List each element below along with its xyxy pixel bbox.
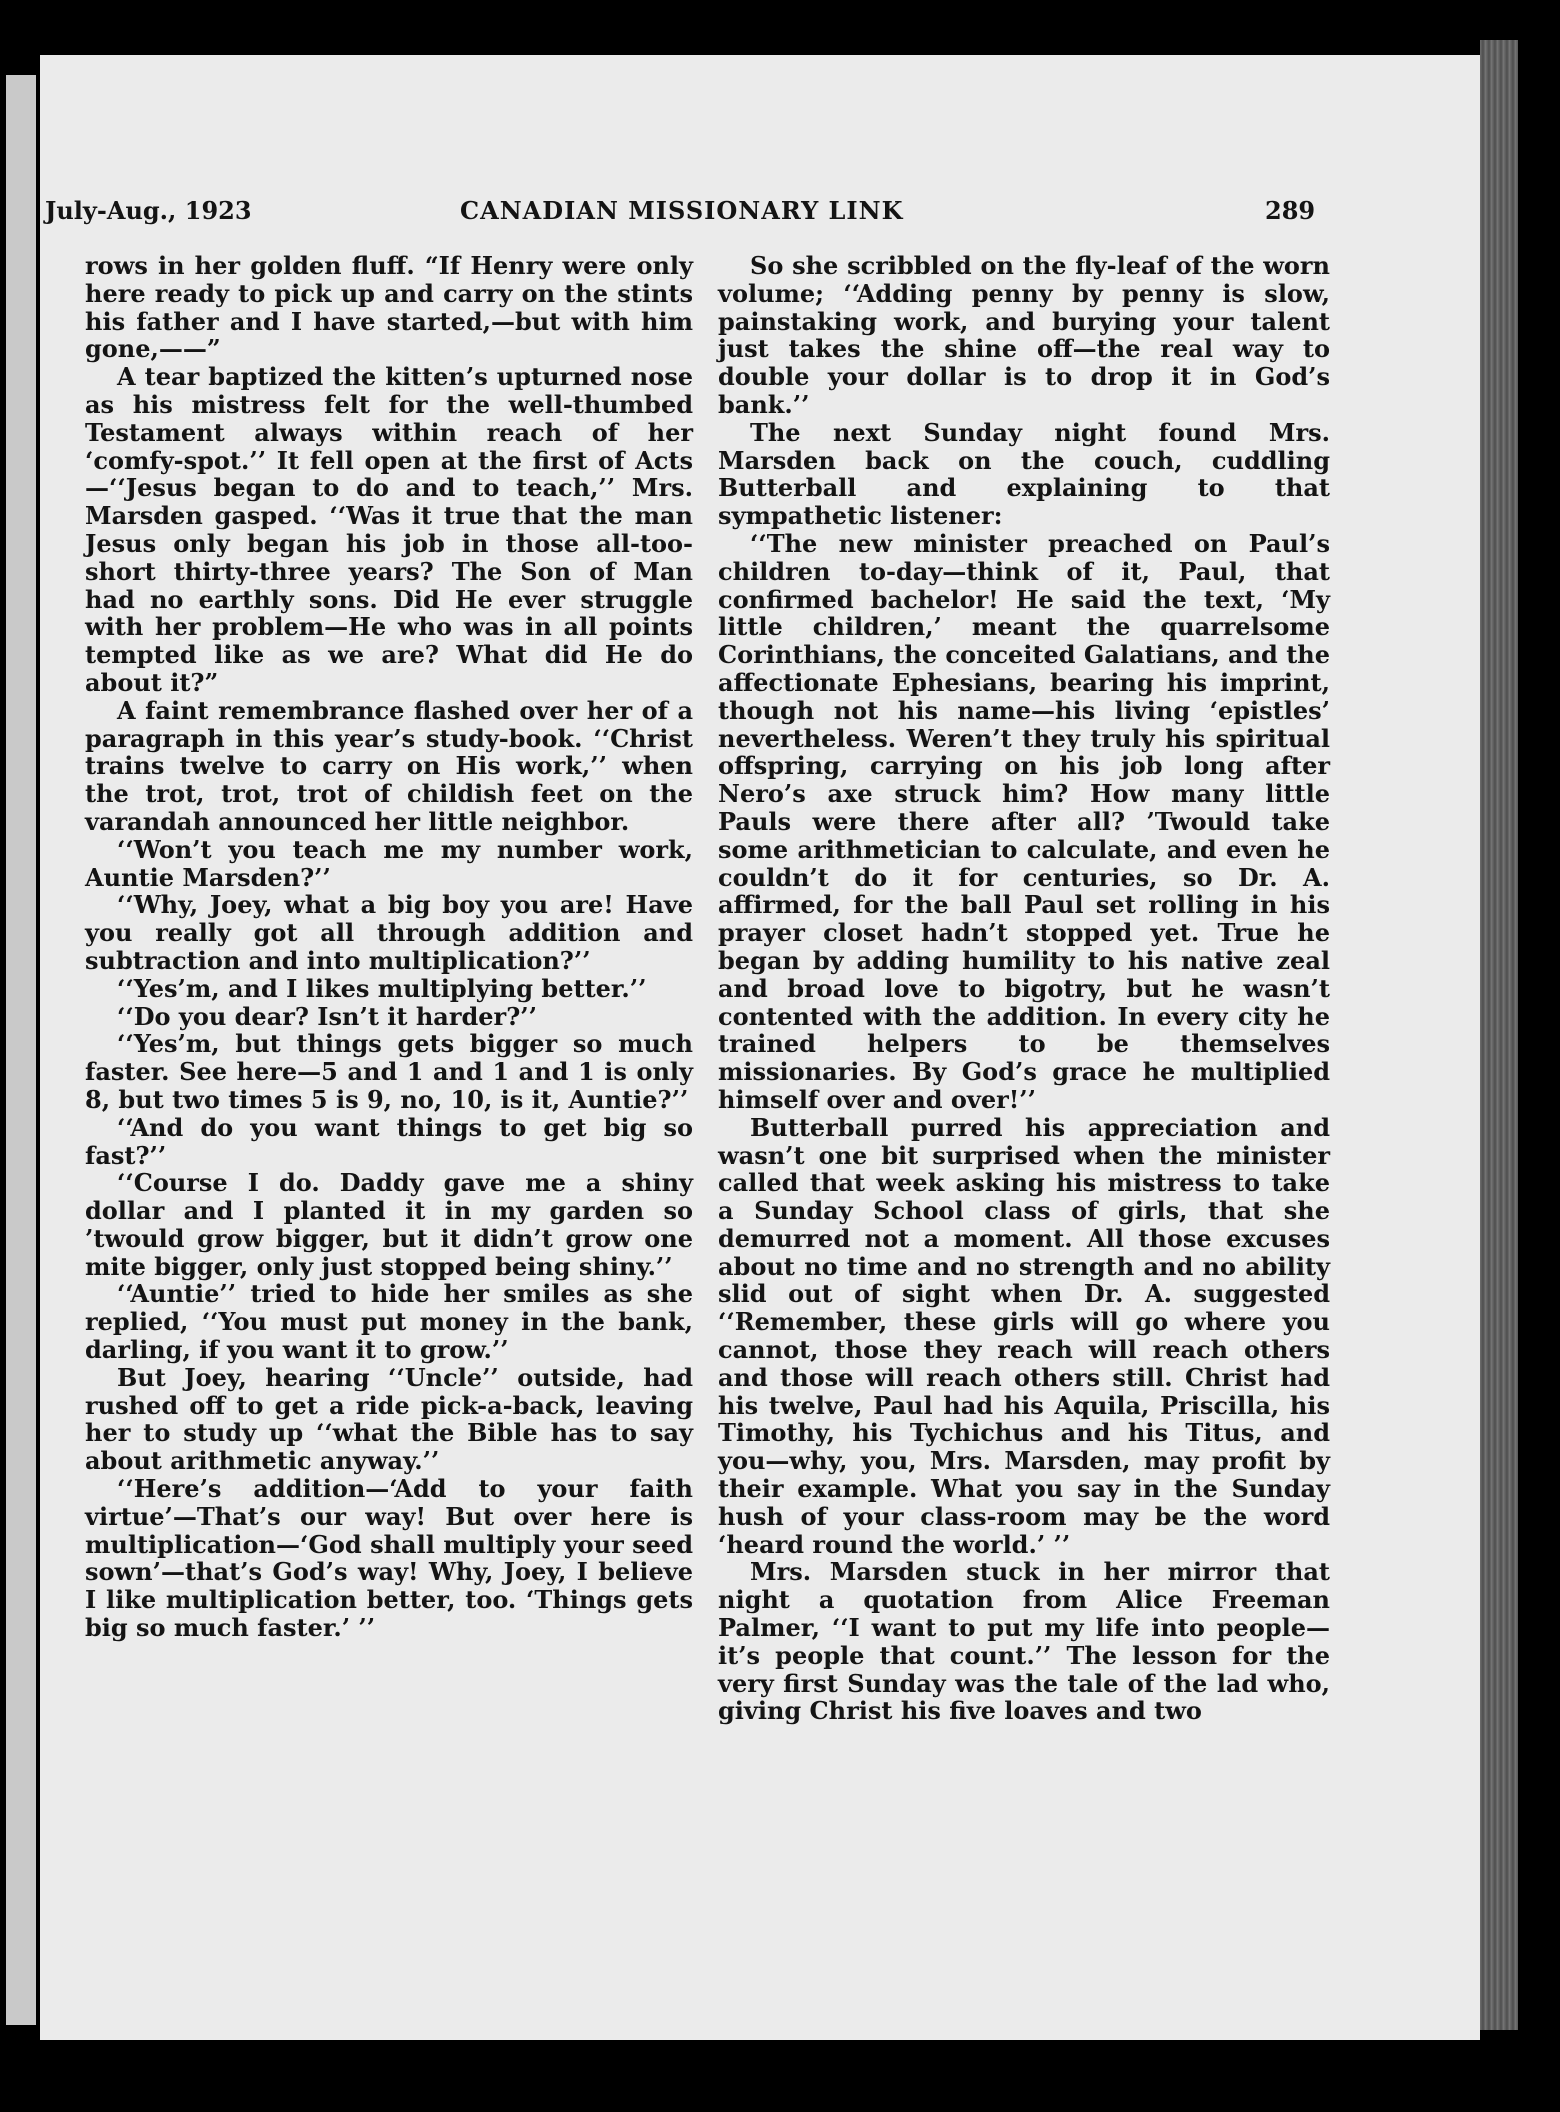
- facing-page-edge: [6, 75, 36, 2025]
- paragraph: ‘‘Why, Joey, what a big boy you are! Have you really got all through addition and subtraction and into multiplication?’’: [85, 890, 693, 975]
- paragraph: ‘‘Here’s addition—‘Add to your faith virtue’—That’s our way! But over here is multiplication—‘God shall multiply your seed sown’—that’s God’s way! Why, Joey, I believe I like multiplication better, too. ‘Things gets big so much faster.’ ’’: [85, 1474, 693, 1643]
- paragraph: ‘‘And do you want things to get big so fast?’’: [85, 1112, 693, 1170]
- paragraph: ‘‘The new minister preached on Paul’s children to-day—think of it, Paul, that confirmed bachelor! He said the text, ‘My little children,’ meant the quarrelsome Corinthians, the conceited Galatians, and the affectionate Ephesians, bearing his imprint, though not his name—his living ‘epistles’ nevertheless. Weren’t they truly his spiritual offspring, carrying on his job long after Nero’s axe struck him? How many little Pauls were there after all? ’Twould take some arithmetician to calculate, and even he couldn’t do it for centuries, so Dr. A. affirmed, for the ball Paul set rolling in his prayer closet hadn’t stopped yet. True he began by adding humility to his native zeal and broad love to bigotry, but he wasn’t contented with the addition. In every city he trained helpers to be themselves missionaries. By God’s grace he multiplied himself over and over!’’: [718, 528, 1330, 1114]
- running-header: [40, 196, 1330, 230]
- paragraph: ‘‘Yes’m, but things gets bigger so much faster. See here—5 and 1 and 1 and 1 is only 8, but two times 5 is 9, no, 10, is it, Auntie?’’: [85, 1029, 693, 1114]
- paragraph: ‘‘Won’t you teach me my number work, Auntie Marsden?’’: [85, 834, 693, 892]
- left-column: [85, 252, 693, 1642]
- paragraph: Butterball purred his appreciation and wasn’t one bit surprised when the minister called that week asking his mistress to take a Sunday School class of girls, that she demurred not a moment. All those excuses about no time and no strength and no ability slid out of sight when Dr. A. suggested ‘‘Remember, these girls will go where you cannot, those they reach will reach others and those will reach others still. Christ had his twelve, Paul had his Aquila, Priscilla, his Timothy, his Tychichus and his Titus, and you—why, you, Mrs. Marsden, may profit by their example. What you say in the Sunday hush of your class-room may be the word ‘heard round the world.’ ’’: [718, 1112, 1330, 1559]
- paragraph: Mrs. Marsden stuck in her mirror that night a quotation from Alice Freeman Palmer, ‘‘I want to put my life into people—it’s people that count.’’ The lesson for the very first Sunday was the tale of the lad who, giving Christ his five loaves and two: [718, 1557, 1330, 1726]
- paragraph: The next Sunday night found Mrs. Marsden back on the couch, cuddling Butterball and explaining to that sympathetic listener:: [718, 417, 1330, 531]
- paragraph: ‘‘Do you dear? Isn’t it harder?’’: [117, 1001, 537, 1031]
- page-number: 289: [1265, 196, 1316, 225]
- header-title: CANADIAN MISSIONARY LINK: [460, 196, 904, 225]
- paragraph: But Joey, hearing ‘‘Uncle’’ outside, had rushed off to get a ride pick-a-back, leaving her to study up ‘‘what the Bible has to say about arithmetic anyway.’’: [85, 1362, 693, 1476]
- paragraph: ‘‘Yes’m, and I likes multiplying better.’’: [117, 973, 647, 1003]
- paragraph: ‘‘Auntie’’ tried to hide her smiles as she replied, ‘‘You must put money in the bank, darling, if you want it to grow.’’: [85, 1279, 693, 1365]
- right-column: [718, 252, 1330, 1725]
- paragraph: A faint remembrance flashed over her of a paragraph in this year’s study-book. ‘‘Christ trains twelve to carry on His work,’’ when the trot, trot, trot of childish feet on the varandah announced her little neighbor.: [85, 695, 693, 836]
- header-date: July-Aug., 1923: [45, 196, 252, 225]
- paragraph: ‘‘Course I do. Daddy gave me a shiny dollar and I planted it in my garden so ’twould grow bigger, but it didn’t grow one mite bigger, only just stopped being shiny.’’: [85, 1168, 693, 1281]
- paragraph: A tear baptized the kitten’s upturned nose as his mistress felt for the well-thumbed Testament always within reach of her ‘comfy-spot.’’ It fell open at the first of Acts—‘‘Jesus began to do and to teach,’’ Mrs. Marsden gasped. ‘‘Was it true that the man Jesus only began his job in those all-too-short thirty-three years? The Son of Man had no earthly sons. Did He ever struggle with her problem—He who was in all points tempted like as we are? What did He do about it?”: [85, 362, 693, 697]
- paragraph: rows in her golden fluff. “If Henry were only here ready to pick up and carry on the stints his father and I have started,—but with him gone,——”: [85, 251, 693, 364]
- paragraph: So she scribbled on the fly-leaf of the worn volume; ‘‘Adding penny by penny is slow, painstaking work, and burying your talent just takes the shine off—the real way to double your dollar is to drop it in God’s bank.’’: [718, 251, 1330, 419]
- book-page-edges: [1480, 40, 1518, 2030]
